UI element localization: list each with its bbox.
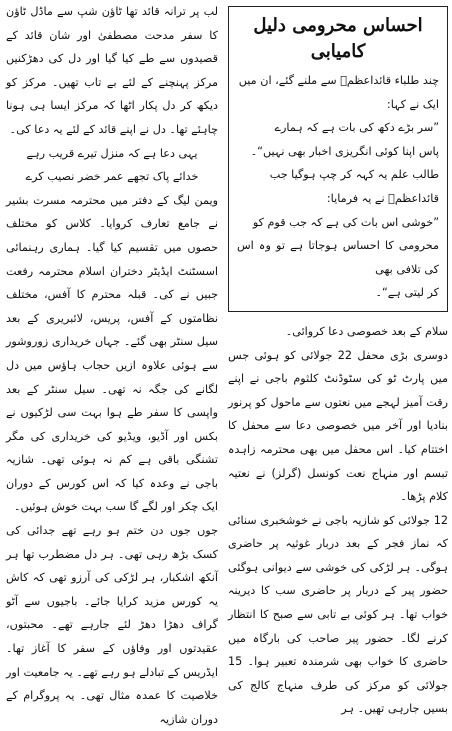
paragraph: جوں جوں دن ختم ہو رہے تھے جدائی کی کسک بڑھ رہی تھی۔ ہر دل مضطرب تھا ہر آنکھ اشکبار، ہر لڑکی کی آرزو تھی کہ کاش یہ کورس مزید کرایا جائے۔ باجیوں سے آٹو گراف دھڑا دھڑ لئے جارہے تھے۔ محبتوں، عقیدتوں اور وفاؤں کے سفر کا آغاز تھا۔ ایڈریس کے تبادلے ہو رہے تھے۔ یہ جامعیت اور خلاصیت کا عمدہ مثال تھی۔ یہ پروگرام کے دوران شازیہ xyxy=(6,524,218,726)
box-line: ایک نے کہا: xyxy=(386,97,439,111)
right-column xyxy=(228,0,448,721)
paragraph: دوسری بڑی محفل 22 جولائی کو ہوئی جس میں پارٹ ٹو کی سٹوڈنٹ کلثوم باجی نے اپنے رقت آمیز لہجے میں نعتوں سے ماحول کو پرنور بنادیا اور آخر میں خصوصی دعا سے محفل کا اختتام کیا۔ اس محفل میں بھی محترمہ زاہدہ تبسم اور منہاج نعت کونسل (گرلز) نے نعتیہ کلام پڑھا۔ xyxy=(228,348,449,504)
box-line: طالب علم یہ کہہ کر چپ ہوگیا جب xyxy=(269,168,439,182)
paragraph: لب پر ترانہ قائد تھا ٹاؤن شپ سے ماڈل ٹاؤن کا سفر مدحت مصطفیٰ اور شان قائد کے قصیدوں سے طے کیا گیا اور دل کی دھڑکنیں مرکز پہنچنے کے لئے بے تاب تھیں۔ مرکز کو دیکھ کر دل پکار اٹھا کہ مرکز ایسا ہی ہونا چاہئے تھا۔ دل نے اپنے قائد کے لئے یہ دعا کی۔ xyxy=(6,5,218,136)
box-line: محرومی کا احساس ہوجاتا ہے تو وہ اس کی تلافی بھی xyxy=(237,239,439,276)
box-line: ”سر بڑے دکھ کی بات ہے کہ ہمارے xyxy=(274,121,439,135)
quote-box xyxy=(228,6,448,312)
box-line: کر لیتی ہے“۔ xyxy=(375,286,439,300)
box-line: قائداعظمؒ نے یہ فرمایا: xyxy=(326,191,439,205)
paragraph: سلام کے بعد خصوصی دعا کروائی۔ xyxy=(285,324,448,338)
poetry-line: یہی دعا ہے کہ منزل تیرے قریب رہے xyxy=(26,146,198,160)
box-line: چند طلباء قائداعظمؒ سے ملنے گئے، ان میں xyxy=(238,74,439,87)
box-line: پاس اپنا کوئی انگریزی اخبار بھی نہیں“۔ xyxy=(250,144,439,158)
box-title: احساس محرومی دلیل کامیابی xyxy=(253,15,423,62)
poetry-line: خدائے پاک تجھے عمر خضر نصیب کرے xyxy=(25,170,199,184)
paragraph: ویمن لیگ کے دفتر میں محترمہ مسرت بشیر نے جامع تعارف کروایا۔ کلاس کو مختلف حصوں میں تقسیم کیا گیا۔ ہماری رہنمائی اسسٹنٹ ایڈیٹر دختران اسلام محترمہ رفعت جبیں نے کی۔ قبلہ محترم کا آفس، مختلف نظامتوں کے آفس، پریس، لائبریری کے بعد سیل سنٹر بھی گئے۔ جہاں خریداری زوروشور سے ہوئی علاوہ ازیں حجاب ہاؤس میں دل لگانے کی جگہ نہ تھی۔ سیل سنٹر کے بعد واپسی کا سفر طے ہوا بہت سی لڑکیوں نے بکس اور آڈیو، ویڈیو کی خریداری کی مگر تشنگی باقی ہے کم نہ ہوئی تھی۔ شازیہ باجی نے وعدہ کیا کہ اس کورس کے دوران ایک چکر اور لگے گا سب بہت خوش ہوئیں۔ xyxy=(6,193,218,514)
left-column xyxy=(6,0,218,731)
paragraph: 12 جولائی کو شازیہ باجی نے خوشخبری سنائی کہ نماز فجر کے بعد دربار غوثیہ پر حاضری ہوگی۔ ہر لڑکی کی خوشی سے دیوانی ہوگئی حضور پیر کے دربار پر حاضری سب کا دیرینہ خواب تھا۔ ہر کوئی بے تابی سے صبح کا انتظار کرنے لگا۔ حضور پیر صاحب کی بارگاہ میں حاضری کا خواب بھی شرمندہ تعبیر ہوا۔ 15 جولائی کو مرکز کی طرف منہاج کالج کی بسیں جارہی تھیں۔ ہر xyxy=(228,513,448,716)
box-line: ”خوشی اس بات کی ہے کہ جب قوم کو xyxy=(252,215,439,229)
